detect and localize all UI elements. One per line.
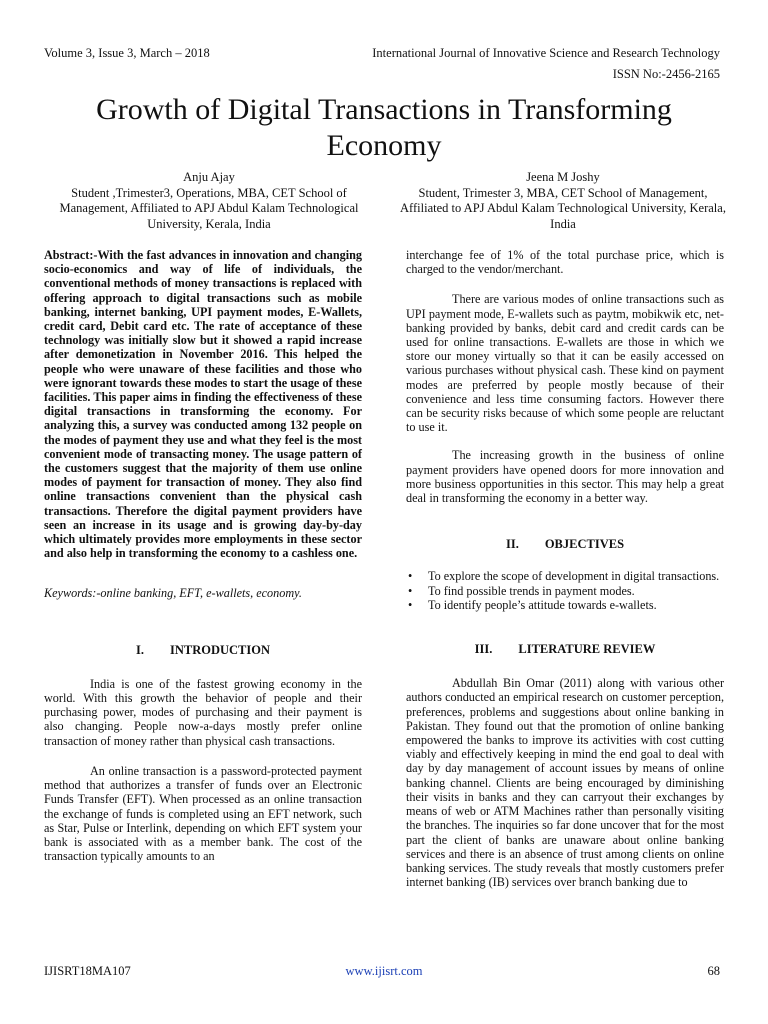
section-heading-literature-review (406, 642, 724, 656)
page-number: 68 (707, 964, 720, 978)
footer-website-link[interactable]: www.ijisrt.com (345, 964, 423, 978)
section-title: LITERATURE REVIEW (518, 642, 656, 657)
intro-paragraph-4: The increasing growth in the business of online payment providers have opened doors for more innovation and more business opportunities in this sector. This may help a great deal in transforming the economy in a better way. (406, 448, 724, 506)
author-name: Jeena M Joshy (526, 170, 600, 184)
left-column (44, 248, 362, 863)
list-item: • To find possible trends in payment modes. (406, 584, 724, 598)
abstract: Abstract:-With the fast advances in innovation and changing socio-economics and way of life of individuals, the conventional methods of money transactions is replaced with offering approach to digital transactions such as mobile banking, internet banking, UPI payment modes, E-Wallets, credit card, Debit card etc. The rate of acceptance of these technology was initially slow but it showed a rapid increase after demonetization in November 2016. This helped the people who were unaware of these facilities and those who were ignorant towards these modes to start the usage of these facilities. This paper aims in finding the effectiveness of these digital transactions in transforming the economy. For analyzing this, a survey was conducted among 132 people on the modes of payment they use and what they feel is the most convenient mode of transacting money. The usage pattern of the customers suggest that the majority of them use online modes of payment for transaction of money. They also find online transactions convenient than the physical cash transactions. Therefore the digital payment providers have seen an increase in its usage and is growing day-by-day which ultimately provides more employments in these sector and also help in transforming the economy to a cashless one. (44, 248, 362, 561)
literature-paragraph-1: Abdullah Bin Omar (2011) along with various other authors conducted an empirical research on customer perception, preferences, problems and suggestions about online banking in Pakistan. They found out that the promotion of online banking empowered the banks to improve its activities with cost cutting viably and effectively keeping in mind the end goal to deal with day by day management of account issues by means of online banking channel. Clients are being encouraged by diminishing their visits in banks and they can carryout their exchanges by means of web or ATM Machines rather than personally visiting the branches. The inquiries so far done uncover that for the most part the client of banks are unaware about online banking services and there is an absence of trust among clients on online banking services. The study reveals that mostly customers prefer internet banking (IB) services over branch banking due to (406, 676, 724, 890)
author-name: Anju Ajay (183, 170, 235, 184)
section-heading-objectives (406, 537, 724, 551)
list-item: • To identify people’s attitude towards e-wallets. (406, 598, 724, 612)
paper-title: Growth of Digital Transactions in Transforming Economy (96, 93, 672, 162)
keywords: Keywords:-online banking, EFT, e-wallets, economy. (44, 586, 302, 601)
author-affiliation: Student, Trimester 3, MBA, CET School of Management, Affiliated to APJ Abdul Kalam Technological University, Kerala, India (400, 185, 726, 231)
section-number: I. (135, 642, 144, 657)
author-block-1 (44, 170, 374, 232)
header-volume: Volume 3, Issue 3, March – 2018 (44, 46, 210, 60)
objectives-list (406, 569, 724, 612)
header-issn: ISSN No:-2456-2165 (612, 67, 720, 81)
section-heading-introduction (44, 643, 362, 657)
section-number: III. (474, 642, 493, 657)
header-journal: International Journal of Innovative Science and Research Technology (372, 46, 720, 60)
intro-paragraph-3: There are various modes of online transactions such as UPI payment mode, E-wallets such as paytm, mobikwik etc, net-banking provided by banks, debit card and credit cards can be used for online transactions. E-wallets are those in which we store our money virtually so that it can be easily accessed on various purchases without physical cash. These kind on payment modes are preferred by people mostly because of their convenience and less time consuming factors. However there can be security risks because of which some people are reluctant to use it. (406, 292, 724, 435)
intro-paragraph-1: India is one of the fastest growing economy in the world. With this growth the behavior of people and their purchasing power, modes of purchasing and their payment is also changing. People now-a-days mostly prefer online transaction of money rather than physical cash transactions. (44, 676, 362, 748)
right-column (406, 248, 724, 889)
author-affiliation: Student ,Trimester3, Operations, MBA, CET School of Management, Affiliated to APJ Abdul Kalam Technological University, Kerala, India (59, 185, 359, 231)
footer-id: IJISRT18MA107 (44, 964, 131, 978)
intro-paragraph-2: An online transaction is a password-protected payment method that authorizes a transfer of funds over an Electronic Funds Transfer (EFT). When processed as an online transaction the exchange of funds is completed using an EFT network, such as Star, Pulse or Interlink, depending on which EFT system your bank is associated with as a member bank. The cost of the transaction typically amounts to an (44, 763, 362, 864)
section-title: INTRODUCTION (169, 642, 270, 657)
section-number: II. (505, 537, 519, 552)
author-block-2 (398, 170, 728, 232)
section-title: OBJECTIVES (544, 537, 625, 552)
intro-continued-paragraph: interchange fee of 1% of the total purchase price, which is charged to the vendor/merchant. (406, 248, 724, 277)
list-item: • To explore the scope of development in digital transactions. (406, 569, 724, 583)
